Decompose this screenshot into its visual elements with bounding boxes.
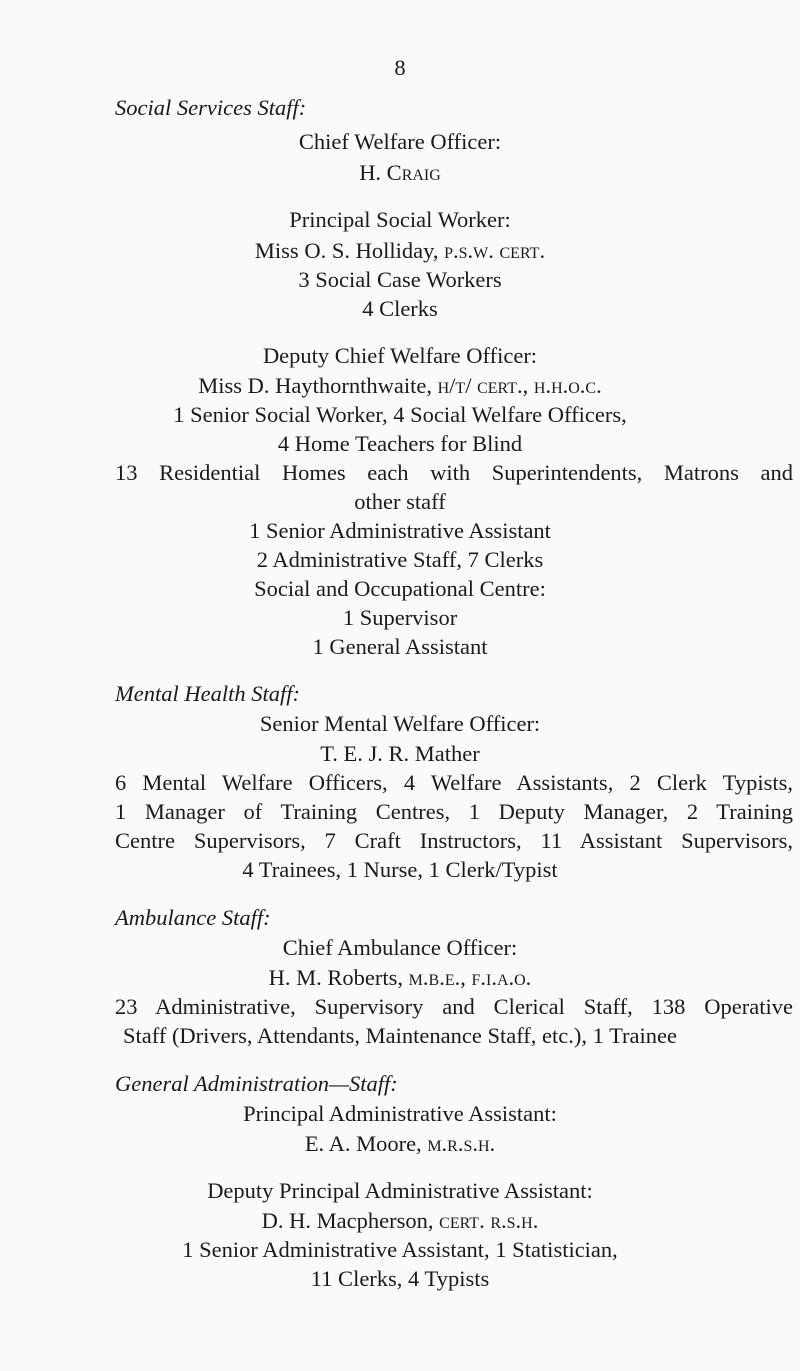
ambulance-name: H. M. Roberts,	[268, 965, 404, 990]
principal-social-worker-name	[0, 240, 800, 263]
mental-staff-line-4: 4 Trainees, 1 Nurse, 1 Clerk/Typist	[242, 857, 558, 882]
senior-mental-welfare-name: T. E. J. R. Mather	[320, 741, 480, 766]
chief-ambulance-title: Chief Ambulance Officer:	[282, 935, 518, 960]
general-admin-line-1: 1 Senior Administrative Assistant, 1 Statistician,	[182, 1237, 618, 1262]
psw-name: Miss O. S. Holliday,	[254, 238, 439, 263]
admin-staff-line: 2 Administrative Staff, 7 Clerks	[256, 547, 544, 572]
supervisor-line: 1 Supervisor	[342, 605, 458, 630]
chief-welfare-officer-name: H. Craig	[359, 160, 441, 185]
social-case-workers: 3 Social Case Workers	[298, 267, 502, 292]
ambulance-staff-line-2: Staff (Drivers, Attendants, Maintenance Staff, etc.), 1 Trainee	[122, 1023, 678, 1048]
mental-staff-line-3: Centre Supervisors, 7 Craft Instructors, 11 Assistant Supervisors,	[115, 828, 793, 853]
deputy-chief-title: Deputy Chief Welfare Officer:	[262, 343, 538, 368]
psw-cert: p.s.w. cert.	[444, 238, 546, 263]
deputy-name: Miss D. Haythornthwaite,	[198, 373, 432, 398]
senior-social-worker-line: 1 Senior Social Worker, 4 Social Welfare Officers,	[173, 402, 627, 427]
home-teachers-line: 4 Home Teachers for Blind	[277, 431, 523, 456]
dpa-cert: cert. r.s.h.	[439, 1208, 539, 1233]
principal-admin-title: Principal Administrative Assistant:	[243, 1101, 557, 1126]
residential-homes-line-2: other staff	[354, 489, 446, 514]
deputy-cert: h/t/ cert., h.h.o.c.	[437, 373, 602, 398]
principal-social-worker-title: Principal Social Worker:	[289, 207, 511, 232]
chief-welfare-officer-title: Chief Welfare Officer:	[298, 129, 502, 154]
ambulance-heading: Ambulance Staff:	[115, 905, 271, 930]
social-services-heading: Social Services Staff:	[115, 95, 307, 120]
senior-mental-welfare-title: Senior Mental Welfare Officer:	[259, 711, 541, 736]
deputy-chief-name	[0, 375, 800, 398]
ambulance-cert: m.b.e., f.i.a.o.	[408, 965, 532, 990]
page-number: 8	[394, 55, 406, 80]
general-admin-heading: General Administration—Staff:	[115, 1071, 398, 1096]
mental-staff-line-1: 6 Mental Welfare Officers, 4 Welfare Assistants, 2 Clerk Typists,	[115, 770, 793, 795]
senior-admin-assistant-line: 1 Senior Administrative Assistant	[249, 518, 551, 543]
residential-homes-line: 13 Residential Homes each with Superintendents, Matrons and	[115, 460, 793, 485]
deputy-principal-admin-name	[0, 1210, 800, 1233]
mental-staff-line-2: 1 Manager of Training Centres, 1 Deputy Manager, 2 Training	[115, 799, 793, 824]
principal-admin-name	[0, 1133, 800, 1156]
dpa-name: D. H. Macpherson,	[261, 1208, 434, 1233]
mental-health-heading: Mental Health Staff:	[115, 681, 300, 706]
social-centre-line: Social and Occupational Centre:	[254, 576, 546, 601]
general-assistant-line: 1 General Assistant	[312, 634, 488, 659]
pa-name: E. A. Moore,	[304, 1131, 422, 1156]
ambulance-staff-line-1: 23 Administrative, Supervisory and Clerical Staff, 138 Operative	[115, 994, 793, 1019]
pa-cert: m.r.s.h.	[427, 1131, 496, 1156]
deputy-principal-admin-title: Deputy Principal Administrative Assistant:	[207, 1178, 593, 1203]
social-clerks: 4 Clerks	[362, 296, 438, 321]
general-admin-line-2: 11 Clerks, 4 Typists	[310, 1266, 490, 1291]
chief-ambulance-name	[0, 967, 800, 990]
